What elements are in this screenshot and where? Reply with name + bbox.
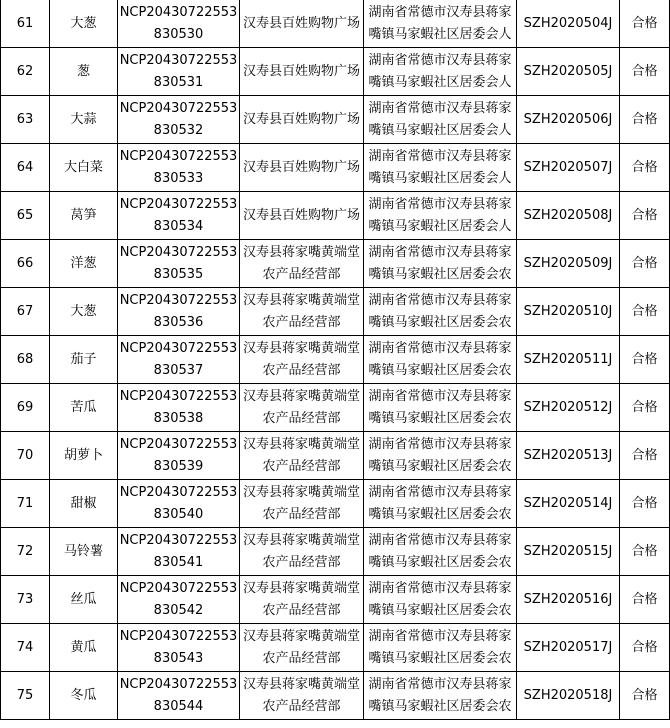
result-cell	[620, 528, 670, 576]
result-cell	[620, 432, 670, 480]
sample-code-line: NCP20430722553	[119, 484, 238, 500]
product-name-cell	[50, 144, 118, 192]
report-number: SZH2020505J	[523, 63, 613, 79]
sample-code-cell	[118, 96, 240, 144]
report-number-cell	[517, 576, 620, 624]
address-line: 嘴镇马家蝦社区居委会人	[368, 26, 512, 42]
sample-code-line: NCP20430722553	[119, 628, 238, 644]
address-cell	[364, 336, 517, 384]
sampling-place-cell	[240, 240, 364, 288]
address-line: 湖南省常德市汉寿县蒋家	[368, 388, 512, 404]
table-row	[1, 48, 670, 96]
result-cell	[620, 576, 670, 624]
row-number: 67	[16, 303, 34, 319]
product-name: 茄子	[70, 351, 97, 367]
result-badge: 合格	[631, 207, 658, 223]
sample-code-line: NCP20430722553	[119, 292, 238, 308]
sample-code-line: 830542	[153, 602, 204, 618]
result-cell	[620, 384, 670, 432]
row-number-cell	[1, 528, 50, 576]
sampling-place-cell	[240, 528, 364, 576]
address-cell	[364, 240, 517, 288]
row-number-cell	[1, 336, 50, 384]
sample-code-line: 830539	[153, 458, 204, 474]
row-number-cell	[1, 480, 50, 528]
address-line: 嘴镇马家蝦社区居委会人	[368, 122, 512, 138]
product-name: 苦瓜	[70, 399, 97, 415]
address-line: 嘴镇马家蝦社区居委会农	[368, 602, 512, 618]
result-badge: 合格	[631, 15, 658, 31]
sampling-place-line: 汉寿县百姓购物广场	[242, 159, 360, 175]
sample-code-cell	[118, 144, 240, 192]
report-number-cell	[517, 480, 620, 528]
report-number-cell	[517, 240, 620, 288]
address-cell	[364, 96, 517, 144]
table-body	[1, 0, 670, 720]
sampling-place-cell	[240, 384, 364, 432]
sampling-place-line: 农产品经营部	[262, 698, 341, 714]
table-row	[1, 624, 670, 672]
sample-code-line: NCP20430722553	[119, 580, 238, 596]
report-number-cell	[517, 0, 620, 48]
sampling-place-cell	[240, 624, 364, 672]
sample-code-cell	[118, 528, 240, 576]
address-line: 嘴镇马家蝦社区居委会农	[368, 362, 512, 378]
sampling-place-line: 汉寿县百姓购物广场	[242, 15, 360, 31]
sampling-place-cell	[240, 0, 364, 48]
product-name-cell	[50, 672, 118, 720]
table-row	[1, 96, 670, 144]
sample-code-cell	[118, 576, 240, 624]
product-name-cell	[50, 336, 118, 384]
address-cell	[364, 192, 517, 240]
product-name-cell	[50, 576, 118, 624]
row-number-cell	[1, 0, 50, 48]
report-number: SZH2020510J	[523, 303, 613, 319]
sampling-place-cell	[240, 48, 364, 96]
address-line: 嘴镇马家蝦社区居委会农	[368, 554, 512, 570]
address-line: 湖南省常德市汉寿县蒋家	[368, 580, 512, 596]
sampling-place-line: 汉寿县蒋家嘴黄端堂	[242, 340, 360, 356]
sample-code-line: NCP20430722553	[119, 244, 238, 260]
sampling-place-line: 农产品经营部	[262, 362, 341, 378]
result-badge: 合格	[631, 399, 658, 415]
sampling-place-cell	[240, 192, 364, 240]
table-row	[1, 192, 670, 240]
sample-code-line: 830544	[153, 698, 204, 714]
row-number: 74	[16, 639, 34, 655]
address-line: 湖南省常德市汉寿县蒋家	[368, 244, 512, 260]
sampling-place-line: 农产品经营部	[262, 506, 341, 522]
sample-code-line: NCP20430722553	[119, 532, 238, 548]
sampling-place-line: 汉寿县蒋家嘴黄端堂	[242, 388, 360, 404]
table-row	[1, 288, 670, 336]
sampling-place-line: 汉寿县蒋家嘴黄端堂	[242, 532, 360, 548]
product-name-cell	[50, 528, 118, 576]
row-number-cell	[1, 672, 50, 720]
sampling-place-line: 汉寿县百姓购物广场	[242, 63, 360, 79]
product-name-cell	[50, 96, 118, 144]
row-number-cell	[1, 432, 50, 480]
result-badge: 合格	[631, 687, 658, 703]
row-number: 64	[16, 159, 34, 175]
address-line: 嘴镇马家蝦社区居委会农	[368, 506, 512, 522]
report-number: SZH2020518J	[523, 687, 613, 703]
result-cell	[620, 144, 670, 192]
report-number: SZH2020506J	[523, 111, 613, 127]
address-line: 湖南省常德市汉寿县蒋家	[368, 436, 512, 452]
address-line: 嘴镇马家蝦社区居委会农	[368, 266, 512, 282]
result-badge: 合格	[631, 111, 658, 127]
product-name: 黄瓜	[70, 639, 97, 655]
sampling-place-line: 汉寿县蒋家嘴黄端堂	[242, 244, 360, 260]
product-name-cell	[50, 384, 118, 432]
table-row	[1, 144, 670, 192]
sampling-place-line: 汉寿县百姓购物广场	[242, 111, 360, 127]
row-number-cell	[1, 96, 50, 144]
result-cell	[620, 96, 670, 144]
result-badge: 合格	[631, 591, 658, 607]
product-name-cell	[50, 288, 118, 336]
sampling-place-line: 汉寿县蒋家嘴黄端堂	[242, 292, 360, 308]
result-cell	[620, 288, 670, 336]
sample-code-cell	[118, 384, 240, 432]
sampling-place-line: 农产品经营部	[262, 266, 341, 282]
product-name: 冬瓜	[70, 687, 97, 703]
sampling-place-cell	[240, 576, 364, 624]
row-number: 73	[16, 591, 34, 607]
address-line: 嘴镇马家蝦社区居委会农	[368, 314, 512, 330]
report-number-cell	[517, 672, 620, 720]
address-line: 湖南省常德市汉寿县蒋家	[368, 148, 512, 164]
row-number: 75	[16, 687, 34, 703]
result-badge: 合格	[631, 303, 658, 319]
address-cell	[364, 0, 517, 48]
address-line: 湖南省常德市汉寿县蒋家	[368, 676, 512, 692]
report-number: SZH2020512J	[523, 399, 613, 415]
report-number: SZH2020509J	[523, 255, 613, 271]
sample-code-line: 830538	[153, 410, 204, 426]
product-name-cell	[50, 48, 118, 96]
sampling-place-cell	[240, 672, 364, 720]
report-number: SZH2020507J	[523, 159, 613, 175]
sample-code-cell	[118, 0, 240, 48]
result-badge: 合格	[631, 543, 658, 559]
report-number-cell	[517, 624, 620, 672]
address-line: 嘴镇马家蝦社区居委会农	[368, 458, 512, 474]
sampling-place-cell	[240, 288, 364, 336]
table-row	[1, 480, 670, 528]
address-line: 嘴镇马家蝦社区居委会农	[368, 698, 512, 714]
product-name-cell	[50, 240, 118, 288]
report-number: SZH2020508J	[523, 207, 613, 223]
table-row	[1, 576, 670, 624]
product-name: 大蒜	[70, 111, 97, 127]
sample-code-line: NCP20430722553	[119, 4, 238, 20]
product-name-cell	[50, 624, 118, 672]
table-row	[1, 0, 670, 48]
sample-code-cell	[118, 432, 240, 480]
result-cell	[620, 240, 670, 288]
result-badge: 合格	[631, 255, 658, 271]
result-cell	[620, 192, 670, 240]
table-row	[1, 672, 670, 720]
sampling-place-cell	[240, 432, 364, 480]
sample-code-line: 830532	[153, 122, 204, 138]
table-row	[1, 240, 670, 288]
report-number-cell	[517, 432, 620, 480]
address-line: 湖南省常德市汉寿县蒋家	[368, 532, 512, 548]
product-name: 大白菜	[63, 159, 103, 175]
product-name: 葱	[76, 63, 90, 79]
address-line: 湖南省常德市汉寿县蒋家	[368, 52, 512, 68]
table-row	[1, 384, 670, 432]
sample-code-line: NCP20430722553	[119, 100, 238, 116]
sampling-place-line: 汉寿县百姓购物广场	[242, 207, 360, 223]
report-number-cell	[517, 384, 620, 432]
row-number-cell	[1, 576, 50, 624]
sample-code-line: 830536	[153, 314, 204, 330]
row-number-cell	[1, 624, 50, 672]
result-badge: 合格	[631, 351, 658, 367]
product-name: 胡萝卜	[63, 447, 103, 463]
sampling-place-line: 农产品经营部	[262, 314, 341, 330]
sample-code-line: NCP20430722553	[119, 436, 238, 452]
report-number-cell	[517, 96, 620, 144]
sampling-place-line: 农产品经营部	[262, 650, 341, 666]
result-badge: 合格	[631, 447, 658, 463]
product-name-cell	[50, 432, 118, 480]
product-name: 丝瓜	[70, 591, 97, 607]
product-name: 大葱	[70, 303, 97, 319]
address-cell	[364, 48, 517, 96]
sample-code-cell	[118, 672, 240, 720]
sample-code-line: 830533	[153, 170, 204, 186]
sample-code-line: NCP20430722553	[119, 676, 238, 692]
sampling-place-cell	[240, 336, 364, 384]
sample-code-line: NCP20430722553	[119, 196, 238, 212]
result-badge: 合格	[631, 63, 658, 79]
product-name-cell	[50, 480, 118, 528]
product-name: 大葱	[70, 15, 97, 31]
sampling-place-cell	[240, 144, 364, 192]
sample-code-line: NCP20430722553	[119, 148, 238, 164]
address-cell	[364, 144, 517, 192]
row-number-cell	[1, 144, 50, 192]
address-cell	[364, 528, 517, 576]
row-number: 68	[16, 351, 34, 367]
row-number: 72	[16, 543, 34, 559]
table-row	[1, 336, 670, 384]
row-number: 63	[16, 111, 34, 127]
report-number: SZH2020511J	[523, 351, 613, 367]
address-line: 嘴镇马家蝦社区居委会农	[368, 410, 512, 426]
sample-code-line: 830537	[153, 362, 204, 378]
address-line: 湖南省常德市汉寿县蒋家	[368, 100, 512, 116]
sampling-place-line: 汉寿县蒋家嘴黄端堂	[242, 484, 360, 500]
address-line: 湖南省常德市汉寿县蒋家	[368, 292, 512, 308]
product-name: 马铃薯	[63, 543, 103, 559]
report-number-cell	[517, 336, 620, 384]
product-name: 莴笋	[70, 207, 97, 223]
report-number-cell	[517, 288, 620, 336]
sample-code-cell	[118, 624, 240, 672]
address-line: 嘴镇马家蝦社区居委会人	[368, 74, 512, 90]
table-row	[1, 432, 670, 480]
address-line: 嘴镇马家蝦社区居委会人	[368, 170, 512, 186]
address-cell	[364, 384, 517, 432]
address-cell	[364, 672, 517, 720]
address-cell	[364, 288, 517, 336]
address-line: 湖南省常德市汉寿县蒋家	[368, 196, 512, 212]
result-badge: 合格	[631, 639, 658, 655]
row-number: 71	[16, 495, 34, 511]
report-number: SZH2020513J	[523, 447, 613, 463]
sample-code-cell	[118, 288, 240, 336]
report-number: SZH2020514J	[523, 495, 613, 511]
address-cell	[364, 480, 517, 528]
sample-code-line: 830543	[153, 650, 204, 666]
report-number: SZH2020516J	[523, 591, 613, 607]
result-cell	[620, 624, 670, 672]
report-number: SZH2020517J	[523, 639, 613, 655]
row-number: 66	[16, 255, 34, 271]
row-number: 61	[16, 15, 34, 31]
sampling-place-line: 农产品经营部	[262, 602, 341, 618]
sample-code-line: NCP20430722553	[119, 340, 238, 356]
sample-code-cell	[118, 192, 240, 240]
address-line: 嘴镇马家蝦社区居委会人	[368, 218, 512, 234]
sample-code-line: NCP20430722553	[119, 388, 238, 404]
table-row	[1, 528, 670, 576]
sample-code-cell	[118, 480, 240, 528]
row-number-cell	[1, 192, 50, 240]
sampling-place-line: 汉寿县蒋家嘴黄端堂	[242, 580, 360, 596]
sampling-place-line: 农产品经营部	[262, 554, 341, 570]
product-name: 甜椒	[70, 495, 97, 511]
address-line: 湖南省常德市汉寿县蒋家	[368, 340, 512, 356]
address-line: 嘴镇马家蝦社区居委会农	[368, 650, 512, 666]
sampling-place-line: 汉寿县蒋家嘴黄端堂	[242, 628, 360, 644]
sampling-place-line: 农产品经营部	[262, 410, 341, 426]
address-line: 湖南省常德市汉寿县蒋家	[368, 484, 512, 500]
sample-code-line: 830541	[153, 554, 204, 570]
result-badge: 合格	[631, 495, 658, 511]
sample-code-line: 830530	[153, 26, 204, 42]
product-name-cell	[50, 192, 118, 240]
report-number: SZH2020504J	[523, 15, 613, 31]
result-cell	[620, 0, 670, 48]
sampling-place-line: 汉寿县蒋家嘴黄端堂	[242, 436, 360, 452]
sample-code-line: 830534	[153, 218, 204, 234]
report-number: SZH2020515J	[523, 543, 613, 559]
address-cell	[364, 624, 517, 672]
sample-code-line: 830540	[153, 506, 204, 522]
sample-code-cell	[118, 336, 240, 384]
sample-code-line: 830531	[153, 74, 204, 90]
sample-code-line: 830535	[153, 266, 204, 282]
address-cell	[364, 432, 517, 480]
report-number-cell	[517, 144, 620, 192]
sampling-place-line: 农产品经营部	[262, 458, 341, 474]
sample-code-cell	[118, 48, 240, 96]
report-number-cell	[517, 48, 620, 96]
result-badge: 合格	[631, 159, 658, 175]
result-cell	[620, 48, 670, 96]
row-number-cell	[1, 288, 50, 336]
sampling-place-cell	[240, 96, 364, 144]
report-number-cell	[517, 528, 620, 576]
row-number: 69	[16, 399, 34, 415]
result-cell	[620, 336, 670, 384]
address-line: 湖南省常德市汉寿县蒋家	[368, 628, 512, 644]
row-number-cell	[1, 240, 50, 288]
product-name: 洋葱	[70, 255, 97, 271]
address-line: 湖南省常德市汉寿县蒋家	[368, 4, 512, 20]
result-cell	[620, 672, 670, 720]
product-name-cell	[50, 0, 118, 48]
row-number: 62	[16, 63, 34, 79]
sample-code-line: NCP20430722553	[119, 52, 238, 68]
sampling-place-cell	[240, 480, 364, 528]
row-number-cell	[1, 48, 50, 96]
report-number-cell	[517, 192, 620, 240]
row-number-cell	[1, 384, 50, 432]
result-cell	[620, 480, 670, 528]
row-number: 70	[16, 447, 34, 463]
address-cell	[364, 576, 517, 624]
sample-code-cell	[118, 240, 240, 288]
sampling-place-line: 汉寿县蒋家嘴黄端堂	[242, 676, 360, 692]
row-number: 65	[16, 207, 34, 223]
